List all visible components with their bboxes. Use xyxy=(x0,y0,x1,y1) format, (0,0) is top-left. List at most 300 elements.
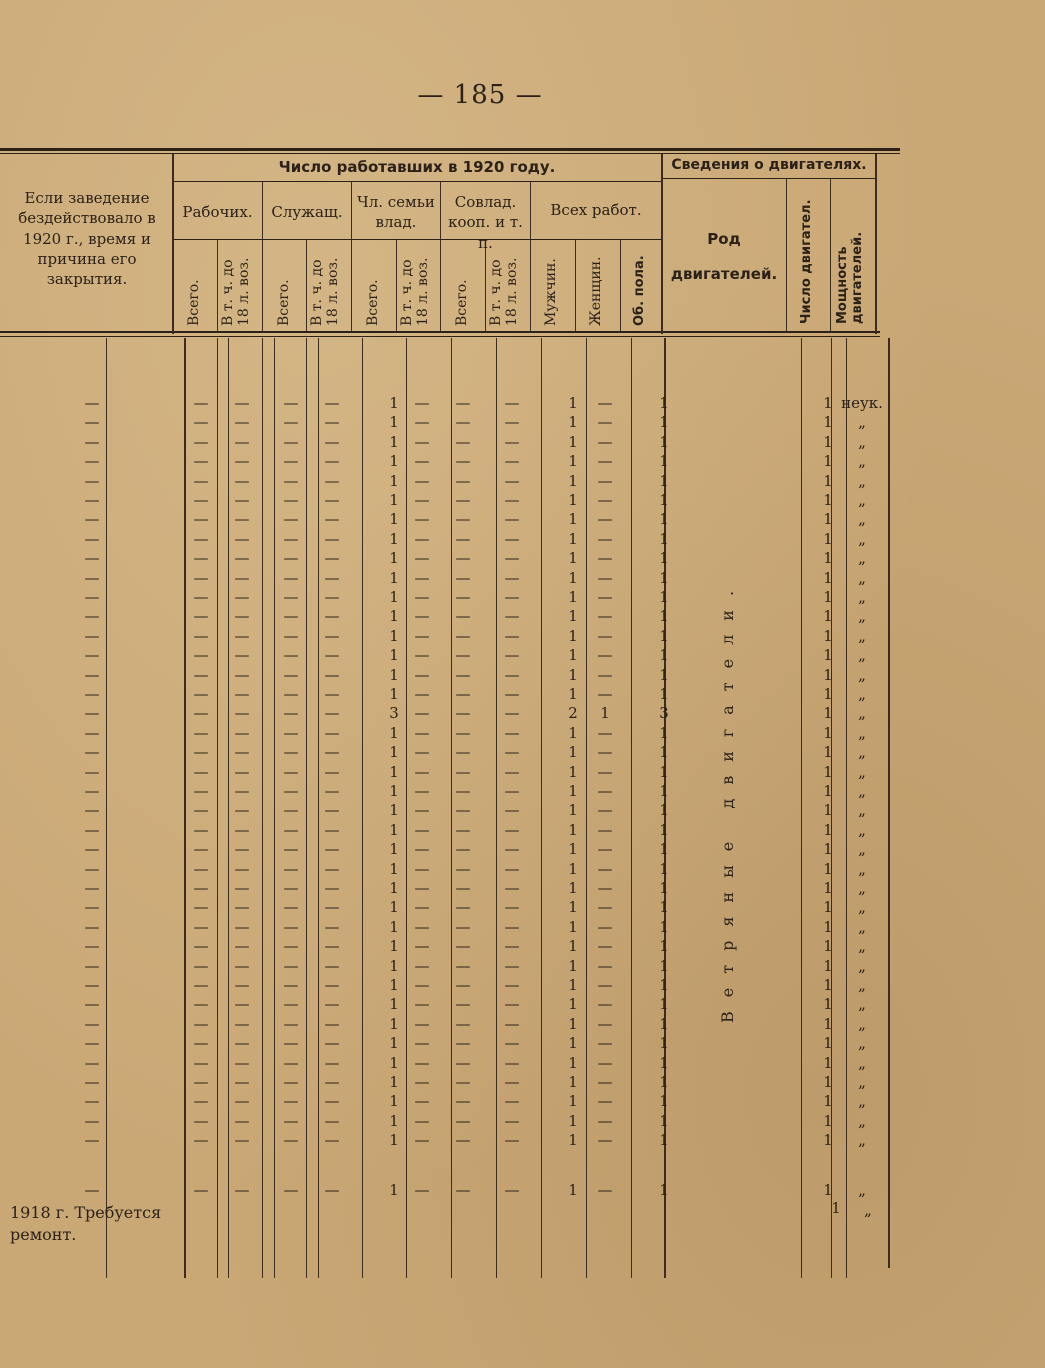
cell-w_u18-dash: — xyxy=(234,898,250,916)
cell-w_u18-dash: — xyxy=(234,937,250,955)
cell-power: „ xyxy=(858,666,866,684)
cell-power: „ xyxy=(858,782,866,800)
table-row xyxy=(0,394,1045,412)
cell-e_total-dash: — xyxy=(283,1112,299,1130)
cell-women: — xyxy=(597,1073,613,1091)
cell-count: 1 xyxy=(823,646,833,664)
cell-e_u18-dash: — xyxy=(324,782,340,800)
cell-c_u18-dash: — xyxy=(504,569,520,587)
cell-count: 1 xyxy=(823,840,833,858)
cell-c_u18-dash: — xyxy=(504,627,520,645)
cell-f_u18-dash: — xyxy=(414,569,430,587)
cell-women: 1 xyxy=(600,704,610,722)
cell-c_u18-dash: — xyxy=(504,704,520,722)
cell-w_total-dash: — xyxy=(193,413,209,431)
cell-men: 1 xyxy=(568,452,578,470)
table-row xyxy=(0,549,1045,567)
cell-power: „ xyxy=(858,937,866,955)
cell-family: 1 xyxy=(389,510,399,528)
cell-closure-dash: — xyxy=(84,491,100,509)
cell-women: — xyxy=(597,821,613,839)
cell-family: 1 xyxy=(389,452,399,470)
cell-e_total-dash: — xyxy=(283,491,299,509)
cell-closure-dash: — xyxy=(84,1054,100,1072)
cell-men: 1 xyxy=(568,860,578,878)
table-row xyxy=(0,937,1045,955)
cell-count: 1 xyxy=(823,1181,833,1199)
cell-c_u18-dash: — xyxy=(504,821,520,839)
cell-c_u18-dash: — xyxy=(504,860,520,878)
cell-count: 1 xyxy=(823,801,833,819)
cell-both: 1 xyxy=(659,763,669,781)
cell-c_u18-dash: — xyxy=(504,1015,520,1033)
cell-both: 1 xyxy=(659,549,669,567)
cell-e_total-dash: — xyxy=(283,1073,299,1091)
cell-count: 1 xyxy=(823,976,833,994)
cell-f_u18-dash: — xyxy=(414,724,430,742)
cell-both: 1 xyxy=(659,1073,669,1091)
cell-w_total-dash: — xyxy=(193,957,209,975)
cell-w_total-dash: — xyxy=(193,569,209,587)
cell-closure-dash: — xyxy=(84,743,100,761)
cell-men: 1 xyxy=(568,763,578,781)
cell-power: „ xyxy=(858,704,866,722)
cell-count: 1 xyxy=(823,743,833,761)
cell-c_total-dash: — xyxy=(455,860,471,878)
cell-family: 1 xyxy=(389,763,399,781)
cell-women: — xyxy=(597,627,613,645)
cell-women: — xyxy=(597,491,613,509)
cell-e_u18-dash: — xyxy=(324,918,340,936)
cell-f_u18-dash: — xyxy=(414,743,430,761)
cell-c_u18-dash: — xyxy=(504,879,520,897)
cell-f_u18-dash: — xyxy=(414,704,430,722)
cell-family: 1 xyxy=(389,782,399,800)
table-row xyxy=(0,918,1045,936)
cell-w_u18-dash: — xyxy=(234,1112,250,1130)
cell-family: 1 xyxy=(389,549,399,567)
cell-both: 1 xyxy=(659,491,669,509)
cell-men: 1 xyxy=(568,879,578,897)
cell-power: „ xyxy=(858,491,866,509)
cell-women: — xyxy=(597,1092,613,1110)
cell-w_total-dash: — xyxy=(193,491,209,509)
cell-w_total-dash: — xyxy=(193,724,209,742)
cell-f_u18-dash: — xyxy=(414,413,430,431)
cell-c_total-dash: — xyxy=(455,646,471,664)
cell-w_total-dash: — xyxy=(193,1181,209,1199)
cell-women: — xyxy=(597,918,613,936)
cell-e_u18-dash: — xyxy=(324,743,340,761)
cell-e_u18-dash: — xyxy=(324,549,340,567)
table-row xyxy=(0,646,1045,664)
last-row-power: „ xyxy=(864,1201,872,1219)
cell-f_u18-dash: — xyxy=(414,782,430,800)
cell-family: 1 xyxy=(389,685,399,703)
men-header: Мужчин. xyxy=(543,258,559,326)
cell-f_u18-dash: — xyxy=(414,1112,430,1130)
family-total-header: Всего. xyxy=(365,279,381,326)
cell-family: 1 xyxy=(389,1015,399,1033)
cell-w_u18-dash: — xyxy=(234,821,250,839)
cell-power: „ xyxy=(858,646,866,664)
cell-f_u18-dash: — xyxy=(414,801,430,819)
cell-e_total-dash: — xyxy=(283,840,299,858)
cell-family: 1 xyxy=(389,588,399,606)
cell-count: 1 xyxy=(823,685,833,703)
cell-count: 1 xyxy=(823,530,833,548)
cell-family: 1 xyxy=(389,413,399,431)
cell-f_u18-dash: — xyxy=(414,957,430,975)
cell-e_u18-dash: — xyxy=(324,510,340,528)
cell-w_u18-dash: — xyxy=(234,549,250,567)
cell-closure-dash: — xyxy=(84,1131,100,1149)
cell-closure-dash: — xyxy=(84,627,100,645)
cell-f_u18-dash: — xyxy=(414,433,430,451)
cell-both: 1 xyxy=(659,937,669,955)
cell-family: 1 xyxy=(389,898,399,916)
cell-c_u18-dash: — xyxy=(504,957,520,975)
cell-w_u18-dash: — xyxy=(234,666,250,684)
cell-count: 1 xyxy=(823,491,833,509)
cell-family: 1 xyxy=(389,627,399,645)
cell-f_u18-dash: — xyxy=(414,685,430,703)
cell-women: — xyxy=(597,588,613,606)
cell-e_u18-dash: — xyxy=(324,898,340,916)
cell-c_total-dash: — xyxy=(455,1054,471,1072)
cell-both: 1 xyxy=(659,801,669,819)
cell-f_u18-dash: — xyxy=(414,860,430,878)
table-row xyxy=(0,433,1045,451)
cell-c_total-dash: — xyxy=(455,549,471,567)
cell-e_total-dash: — xyxy=(283,743,299,761)
table-row xyxy=(0,588,1045,606)
header-bottom-rule-thin xyxy=(0,336,880,337)
cell-c_u18-dash: — xyxy=(504,918,520,936)
cell-w_u18-dash: — xyxy=(234,413,250,431)
cell-c_total-dash: — xyxy=(455,627,471,645)
cell-e_total-dash: — xyxy=(283,452,299,470)
cell-e_total-dash: — xyxy=(283,394,299,412)
cell-w_u18-dash: — xyxy=(234,704,250,722)
cell-w_u18-dash: — xyxy=(234,394,250,412)
cell-e_total-dash: — xyxy=(283,530,299,548)
cell-men: 1 xyxy=(568,995,578,1013)
table-row xyxy=(0,666,1045,684)
cell-e_u18-dash: — xyxy=(324,472,340,490)
cell-both: 1 xyxy=(659,957,669,975)
cell-count: 1 xyxy=(823,898,833,916)
cell-c_u18-dash: — xyxy=(504,763,520,781)
cell-c_total-dash: — xyxy=(455,763,471,781)
cell-c_u18-dash: — xyxy=(504,782,520,800)
cell-e_total-dash: — xyxy=(283,1131,299,1149)
cell-closure-dash: — xyxy=(84,1034,100,1052)
cell-w_total-dash: — xyxy=(193,685,209,703)
cell-e_u18-dash: — xyxy=(324,801,340,819)
cell-w_total-dash: — xyxy=(193,704,209,722)
cell-closure-dash: — xyxy=(84,840,100,858)
coowners-subheader: Совлад. кооп. и т. п. xyxy=(448,193,523,252)
cell-c_u18-dash: — xyxy=(504,433,520,451)
cell-w_u18-dash: — xyxy=(234,646,250,664)
coowners-under18-header: В т. ч. до 18 л. воз. xyxy=(488,257,521,326)
last-row-count: 1 xyxy=(831,1199,841,1217)
cell-both: 1 xyxy=(659,452,669,470)
cell-women: — xyxy=(597,1181,613,1199)
cell-count: 1 xyxy=(823,704,833,722)
cell-f_u18-dash: — xyxy=(414,763,430,781)
employees-subheader: Служащ. xyxy=(271,203,343,221)
cell-e_u18-dash: — xyxy=(324,724,340,742)
cell-family: 1 xyxy=(389,1073,399,1091)
cell-closure-dash: — xyxy=(84,801,100,819)
cell-men: 1 xyxy=(568,569,578,587)
sep-all-2 xyxy=(620,240,621,332)
cell-f_u18-dash: — xyxy=(414,1181,430,1199)
table-row xyxy=(0,413,1045,431)
cell-both: 1 xyxy=(659,413,669,431)
cell-men: 1 xyxy=(568,976,578,994)
cell-count: 1 xyxy=(823,782,833,800)
table-row xyxy=(0,763,1045,781)
cell-c_u18-dash: — xyxy=(504,685,520,703)
cell-power: неук. xyxy=(841,394,883,412)
cell-both: 1 xyxy=(659,627,669,645)
cell-both: 1 xyxy=(659,879,669,897)
cell-closure-dash: — xyxy=(84,607,100,625)
cell-w_u18-dash: — xyxy=(234,627,250,645)
cell-count: 1 xyxy=(823,918,833,936)
table-row xyxy=(0,840,1045,858)
cell-w_u18-dash: — xyxy=(234,510,250,528)
cell-w_total-dash: — xyxy=(193,898,209,916)
cell-w_total-dash: — xyxy=(193,782,209,800)
cell-w_total-dash: — xyxy=(193,433,209,451)
cell-w_u18-dash: — xyxy=(234,995,250,1013)
cell-e_u18-dash: — xyxy=(324,1112,340,1130)
cell-closure-dash: — xyxy=(84,1015,100,1033)
cell-e_total-dash: — xyxy=(283,588,299,606)
cell-closure-dash: — xyxy=(84,510,100,528)
table-row xyxy=(0,685,1045,703)
cell-c_total-dash: — xyxy=(455,1181,471,1199)
cell-men: 1 xyxy=(568,666,578,684)
cell-closure-dash: — xyxy=(84,413,100,431)
cell-women: — xyxy=(597,472,613,490)
employees-under18-header: В т. ч. до 18 л. воз. xyxy=(309,257,342,326)
cell-power: „ xyxy=(858,918,866,936)
cell-c_total-dash: — xyxy=(455,588,471,606)
cell-w_total-dash: — xyxy=(193,995,209,1013)
cell-e_u18-dash: — xyxy=(324,1054,340,1072)
cell-power: „ xyxy=(858,957,866,975)
cell-w_total-dash: — xyxy=(193,666,209,684)
cell-f_u18-dash: — xyxy=(414,976,430,994)
cell-power: „ xyxy=(858,433,866,451)
cell-men: 1 xyxy=(568,782,578,800)
cell-c_total-dash: — xyxy=(455,1092,471,1110)
cell-c_total-dash: — xyxy=(455,1073,471,1091)
cell-w_total-dash: — xyxy=(193,821,209,839)
cell-e_u18-dash: — xyxy=(324,1131,340,1149)
cell-family: 1 xyxy=(389,918,399,936)
cell-men: 1 xyxy=(568,937,578,955)
cell-both: 1 xyxy=(659,743,669,761)
cell-closure-dash: — xyxy=(84,452,100,470)
cell-family: 1 xyxy=(389,646,399,664)
family-under18-header: В т. ч. до 18 л. воз. xyxy=(399,257,432,326)
cell-family: 1 xyxy=(389,394,399,412)
cell-men: 1 xyxy=(568,549,578,567)
cell-men: 1 xyxy=(568,530,578,548)
cell-c_total-dash: — xyxy=(455,472,471,490)
cell-closure-dash: — xyxy=(84,530,100,548)
cell-count: 1 xyxy=(823,1054,833,1072)
cell-f_u18-dash: — xyxy=(414,666,430,684)
cell-family: 1 xyxy=(389,569,399,587)
cell-e_u18-dash: — xyxy=(324,685,340,703)
cell-w_total-dash: — xyxy=(193,1092,209,1110)
cell-men: 1 xyxy=(568,957,578,975)
cell-e_total-dash: — xyxy=(283,879,299,897)
cell-closure-dash: — xyxy=(84,433,100,451)
cell-c_u18-dash: — xyxy=(504,976,520,994)
divider-closure xyxy=(172,154,174,334)
cell-power: „ xyxy=(858,1073,866,1091)
table-row xyxy=(0,743,1045,761)
cell-c_u18-dash: — xyxy=(504,724,520,742)
cell-f_u18-dash: — xyxy=(414,452,430,470)
cell-e_total-dash: — xyxy=(283,433,299,451)
cell-men: 1 xyxy=(568,685,578,703)
cell-men: 2 xyxy=(568,704,578,722)
cell-w_u18-dash: — xyxy=(234,801,250,819)
cell-men: 1 xyxy=(568,801,578,819)
cell-power: „ xyxy=(858,510,866,528)
cell-f_u18-dash: — xyxy=(414,1034,430,1052)
cell-c_u18-dash: — xyxy=(504,1034,520,1052)
cell-c_u18-dash: — xyxy=(504,588,520,606)
cell-e_u18-dash: — xyxy=(324,413,340,431)
all-workers-subheader: Всех работ. xyxy=(550,201,642,219)
cell-men: 1 xyxy=(568,588,578,606)
cell-women: — xyxy=(597,743,613,761)
cell-c_total-dash: — xyxy=(455,491,471,509)
cell-closure-dash: — xyxy=(84,394,100,412)
page-number: — 185 — xyxy=(417,80,543,110)
cell-w_total-dash: — xyxy=(193,1054,209,1072)
table-row xyxy=(0,821,1045,839)
cell-e_total-dash: — xyxy=(283,782,299,800)
cell-women: — xyxy=(597,937,613,955)
cell-both: 1 xyxy=(659,588,669,606)
sep-all-1 xyxy=(575,240,576,332)
cell-w_u18-dash: — xyxy=(234,1015,250,1033)
cell-e_total-dash: — xyxy=(283,607,299,625)
cell-c_total-dash: — xyxy=(455,898,471,916)
cell-men: 1 xyxy=(568,1092,578,1110)
cell-c_total-dash: — xyxy=(455,666,471,684)
cell-c_total-dash: — xyxy=(455,569,471,587)
cell-w_total-dash: — xyxy=(193,646,209,664)
cell-e_u18-dash: — xyxy=(324,937,340,955)
cell-family: 1 xyxy=(389,821,399,839)
cell-power: „ xyxy=(858,1131,866,1149)
cell-closure-dash: — xyxy=(84,860,100,878)
cell-e_total-dash: — xyxy=(283,510,299,528)
cell-women: — xyxy=(597,452,613,470)
cell-c_total-dash: — xyxy=(455,724,471,742)
cell-count: 1 xyxy=(823,1131,833,1149)
cell-family: 1 xyxy=(389,801,399,819)
cell-e_total-dash: — xyxy=(283,918,299,936)
both-header: Об. пола. xyxy=(632,255,647,326)
cell-c_u18-dash: — xyxy=(504,1131,520,1149)
cell-closure-dash: — xyxy=(84,995,100,1013)
engine-power-header: Мощность двигателей. xyxy=(835,231,865,324)
cell-both: 1 xyxy=(659,1181,669,1199)
cell-w_u18-dash: — xyxy=(234,918,250,936)
cell-women: — xyxy=(597,1015,613,1033)
cell-c_total-dash: — xyxy=(455,1015,471,1033)
cell-c_u18-dash: — xyxy=(504,607,520,625)
cell-c_u18-dash: — xyxy=(504,394,520,412)
cell-family: 1 xyxy=(389,1131,399,1149)
last-row-note: 1918 г. Требуется ремонт. xyxy=(10,1203,162,1244)
cell-c_u18-dash: — xyxy=(504,666,520,684)
cell-w_total-dash: — xyxy=(193,607,209,625)
cell-women: — xyxy=(597,879,613,897)
cell-w_u18-dash: — xyxy=(234,1054,250,1072)
cell-c_total-dash: — xyxy=(455,840,471,858)
table-row xyxy=(0,801,1045,819)
cell-w_total-dash: — xyxy=(193,1112,209,1130)
table-row xyxy=(0,1073,1045,1091)
cell-w_total-dash: — xyxy=(193,1073,209,1091)
cell-f_u18-dash: — xyxy=(414,937,430,955)
table-row xyxy=(0,472,1045,490)
table-row xyxy=(0,1092,1045,1110)
cell-e_u18-dash: — xyxy=(324,1073,340,1091)
cell-c_total-dash: — xyxy=(455,685,471,703)
cell-w_u18-dash: — xyxy=(234,957,250,975)
cell-c_u18-dash: — xyxy=(504,1054,520,1072)
cell-closure-dash: — xyxy=(84,724,100,742)
cell-e_u18-dash: — xyxy=(324,995,340,1013)
cell-power: „ xyxy=(858,763,866,781)
cell-power: „ xyxy=(858,549,866,567)
cell-both: 1 xyxy=(659,976,669,994)
cell-e_u18-dash: — xyxy=(324,1015,340,1033)
cell-women: — xyxy=(597,898,613,916)
table-row xyxy=(0,1034,1045,1052)
cell-women: — xyxy=(597,1112,613,1130)
cell-count: 1 xyxy=(823,957,833,975)
cell-e_total-dash: — xyxy=(283,569,299,587)
cell-men: 1 xyxy=(568,472,578,490)
cell-closure-dash: — xyxy=(84,879,100,897)
cell-both: 1 xyxy=(659,433,669,451)
table-row xyxy=(0,1181,1045,1199)
cell-w_total-dash: — xyxy=(193,472,209,490)
cell-w_total-dash: — xyxy=(193,937,209,955)
cell-count: 1 xyxy=(823,860,833,878)
cell-w_total-dash: — xyxy=(193,840,209,858)
cell-men: 1 xyxy=(568,1131,578,1149)
cell-power: „ xyxy=(858,1181,866,1199)
table-top-rule xyxy=(0,148,900,151)
